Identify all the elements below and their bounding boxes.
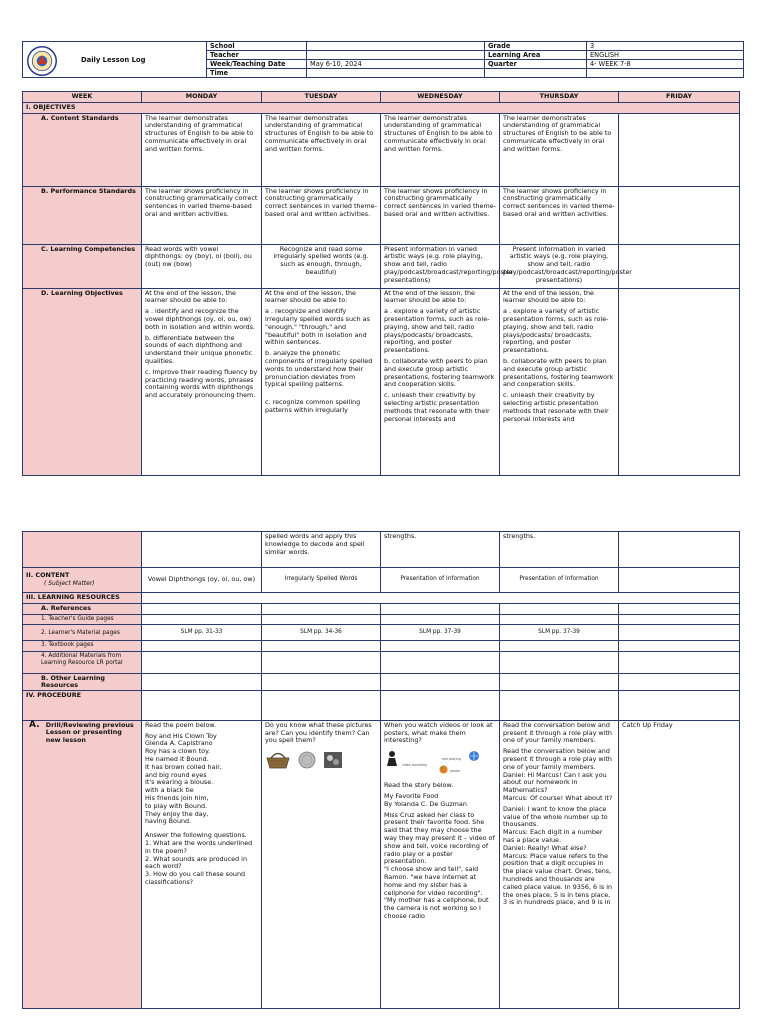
school-label: School — [207, 42, 307, 51]
drill-mon-questions: Answer the following questions. 1. What are the words underlined in the poem? 2. What sounds are produced in each word? 3. How do you call these sound classifications? — [145, 831, 253, 886]
label-other-resources: B. Other Learning Resources — [23, 674, 142, 691]
tg-mon — [142, 614, 262, 625]
label-teachers-guide: 1. Teacher's Guide pages — [23, 614, 142, 625]
area-value: ENGLISH — [587, 51, 744, 60]
performance-standard-mon: The learner shows proficiency in constructing grammatically correct sentences in varied theme-based oral and written activities. — [142, 186, 262, 244]
tg-tue — [262, 614, 381, 625]
blank-value — [587, 69, 744, 78]
drill-wed-question: When you watch videos or look at posters, what make them interesting? — [384, 720, 493, 745]
time-value — [307, 69, 485, 78]
other-wed — [381, 674, 500, 691]
icon-caption: video recording — [402, 763, 427, 768]
tb-tue — [262, 641, 381, 652]
content-standard-thu: The learner demonstrates understanding of grammatical structures of English to be able to communicate effectively in oral and written forms. — [500, 113, 619, 186]
grade-value: 3 — [587, 42, 744, 51]
other-tue — [262, 674, 381, 691]
references-thu — [500, 603, 619, 614]
content-thu: Presentation of Information — [500, 568, 619, 593]
drill-thu-conversation-2: Daniel: I want to know the place value of the whole number up to thousands. Marcus: Each digit in a number has a place value. Daniel: Really! What else? Marcus: Place value refers to the position that a digit occupies in the place value chart. Ones, tens, hundreds and thousands are called place value. In 9356, 6 is in the ones place, 5 is in tens place, 3 is in hundreds place, and 9 is in — [503, 804, 613, 907]
objective-item: a . explore a variety of artistic presentation forms, such as role-playing, show and tell, radio plays/podcasts/ broadcasts, reporting, and poster presentations. — [384, 307, 490, 355]
content-fri — [619, 568, 740, 593]
log-title-cell — [23, 42, 207, 78]
content-heading: II. CONTENT — [26, 571, 70, 580]
tg-thu — [500, 614, 619, 625]
references-wed — [381, 603, 500, 614]
continued-mon — [142, 532, 262, 568]
lesson-table-page-1 — [22, 91, 740, 476]
am-thu — [500, 652, 619, 674]
competency-thu: Present information in varied artistic ways (e.g. role playing, show and tell, radio play/podcast/broadcast/reporting/poster presentations) — [500, 244, 619, 288]
section-objectives: I. OBJECTIVES — [23, 102, 740, 113]
other-fri — [619, 674, 740, 691]
am-mon — [142, 652, 262, 674]
label-competencies: C. Learning Competencies — [23, 244, 142, 288]
content-standard-tue: The learner demonstrates understanding of grammatical structures of English to be able to communicate effectively in oral and written forms. — [262, 113, 381, 186]
lm-fri — [619, 625, 740, 641]
objective-item: c. Improve their reading fluency by practicing reading words, phrases containing words with diphthongs and accurately pronouncing them. — [145, 367, 258, 400]
objectives-thu — [500, 288, 619, 475]
procedure-thu — [500, 690, 619, 720]
teacher-value — [307, 51, 485, 60]
date-label: Week/Teaching Date — [207, 60, 307, 69]
col-thursday: THURSDAY — [500, 92, 619, 103]
grade-label: Grade — [485, 42, 587, 51]
am-wed — [381, 652, 500, 674]
performance-standard-fri — [619, 186, 740, 244]
area-label: Learning Area — [485, 51, 587, 60]
objective-item: a . recognize and identify irregularly spelled words such as "enough," "through," and "beautiful" both in isolation and within sentences. — [265, 307, 370, 347]
tb-mon — [142, 641, 262, 652]
competency-wed: Present information in varied artistic ways (e.g. role playing, show and tell, radio play/podcast/broadcast/reporting/poster presentations) — [381, 244, 500, 288]
continued-fri — [619, 532, 740, 568]
drill-tue — [262, 720, 381, 1008]
picture-row — [265, 751, 377, 769]
content-subheading: ( Subject Matter) — [44, 580, 95, 587]
date-value: May 6-10, 2024 — [307, 60, 485, 69]
procedure-tue — [262, 690, 381, 720]
objectives-fri — [619, 288, 740, 475]
continued-thu: strengths. — [500, 532, 619, 568]
label-drill — [23, 720, 142, 1008]
drill-thu-conversation-1: Read the conversation below and present it through a role play with one of your family members. Daniel: Hi Marcus! Can I ask you about our homework in Mathematics? Marcus: Of course! What about it? — [503, 747, 613, 802]
am-fri — [619, 652, 740, 674]
references-fri — [619, 603, 740, 614]
objective-item: c. recognize common spelling patterns within irregularly — [265, 398, 361, 414]
other-thu — [500, 674, 619, 691]
drill-mon-poem: Roy and His Clown Toy Glenda A. Capistrano Roy has a clown toy. He named it Bound. It has brown coiled hair, and big round eyes It's wearing a blouse. with a black tie His friends join him, to play with Bound. They enjoy the day, having Bound. — [145, 731, 222, 826]
am-tue — [262, 652, 381, 674]
objective-item: c. unleash their creativity by selecting artistic presentation methods that resonate with their personal interests and — [503, 391, 609, 423]
drill-letter: A. — [29, 719, 40, 730]
label-performance-standards: B. Performance Standards — [23, 186, 142, 244]
label-textbook: 3. Textbook pages — [23, 641, 142, 652]
drill-wed-read: Read the story below. — [384, 781, 454, 790]
objective-item: c. unleash their creativity by selecting artistic presentation methods that resonate with their personal interests and — [384, 391, 490, 423]
coin-icon — [297, 751, 317, 769]
procedure-fri — [619, 690, 740, 720]
quarter-value: 4- WEEK 7-8 — [587, 60, 744, 69]
col-monday: MONDAY — [142, 92, 262, 103]
performance-standard-thu: The learner shows proficiency in constructing grammatically correct sentences in varied theme-based oral and written activities. — [500, 186, 619, 244]
competency-mon: Read words with vowel diphthongs: oy (boy), oi (boil), ou (out) ow (bow) — [142, 244, 262, 288]
section-resources: III. LEARNING RESOURCES — [23, 593, 142, 604]
content-standard-mon: The learner demonstrates understanding of grammatical structures of English to be able to communicate effectively in oral and written forms. — [142, 113, 262, 186]
school-value — [307, 42, 485, 51]
objective-item: a . identify and recognize the vowel diphthongs (oy, oi, ou, ow) both in isolation and within words. — [145, 307, 255, 331]
time-label: Time — [207, 69, 307, 78]
drill-wed — [381, 720, 500, 1008]
tb-fri — [619, 641, 740, 652]
tb-thu — [500, 641, 619, 652]
objectives-intro: At the end of the lesson, the learner should be able to: — [265, 288, 356, 305]
header-table — [22, 41, 744, 78]
drill-mon-intro: Read the poem below. — [145, 720, 217, 729]
objective-item: b. analyze the phonetic components of irregularly spelled words to understand how their pronunciation deviates from typical spelling patterns. — [265, 349, 373, 389]
objectives-tue — [262, 288, 381, 475]
content-wed: Presentation of Information — [381, 568, 500, 593]
drill-thu — [500, 720, 619, 1008]
content-standard-wed: The learner demonstrates understanding of grammatical structures of English to be able to communicate effectively in oral and written forms. — [381, 113, 500, 186]
col-wednesday: WEDNESDAY — [381, 92, 500, 103]
section-procedure: IV. PROCEDURE — [23, 690, 142, 720]
objective-item: b. collaborate with peers to plan and execute group artistic presentations, fostering teamwork and cooperation skills. — [503, 356, 614, 389]
procedure-mon — [142, 690, 262, 720]
procedure-wed — [381, 690, 500, 720]
objective-item: a . explore a variety of artistic presentation forms, such as role-playing, show and tell, radio plays/podcasts/ broadcasts, reporting, and poster presentations. — [503, 307, 609, 355]
palette-icon — [439, 765, 448, 774]
col-tuesday: TUESDAY — [262, 92, 381, 103]
content-tue: Irregularly Spelled Words — [262, 568, 381, 593]
objectives-mon — [142, 288, 262, 475]
continued-wed: strengths. — [381, 532, 500, 568]
lm-wed: SLM pp. 37-39 — [381, 625, 500, 641]
tb-wed — [381, 641, 500, 652]
teacher-label: Teacher — [207, 51, 307, 60]
tg-fri — [619, 614, 740, 625]
other-mon — [142, 674, 262, 691]
objectives-wed — [381, 288, 500, 475]
label-learning-objectives: D. Learning Objectives — [23, 288, 142, 475]
drill-wed-story-body: Miss Cruz asked her class to present their favorite food. She said that they may choose the way they may present it – video of show and tell, voice recording of radio play or a poster presentation. "I choose show and tell", said Ramon. "we have internet at home and my sister has a cellphone for video recording". "My mother has a cellphone, but the camera is not working so I choose radio — [384, 810, 495, 920]
lm-thu: SLM pp. 37-39 — [500, 625, 619, 641]
label-content-standards: A. Content Standards — [23, 113, 142, 186]
content-mon: Vowel Diphthongs (oy, oi, ou, ow) — [142, 568, 262, 593]
col-friday: FRIDAY — [619, 92, 740, 103]
objective-item: b. collaborate with peers to plan and execute group artistic presentations, fostering teamwork and cooperation skills. — [384, 356, 495, 389]
drill-fri: Catch Up Friday — [619, 720, 740, 1008]
references-tue — [262, 603, 381, 614]
person-icon — [386, 750, 398, 766]
objectives-intro: At the end of the lesson, the learner should be able to: — [384, 288, 475, 305]
lm-tue: SLM pp. 34-36 — [262, 625, 381, 641]
competency-fri — [619, 244, 740, 288]
icon-caption: role playing — [442, 757, 461, 762]
blank-label — [485, 69, 587, 78]
photo-icon — [323, 751, 343, 769]
references-mon — [142, 603, 262, 614]
tg-wed — [381, 614, 500, 625]
drill-mon — [142, 720, 262, 1008]
icon-caption: poster — [450, 769, 461, 774]
drill-thu-intro: Read the conversation below and present it through a role play with one of your family members. — [503, 720, 612, 745]
objectives-intro: At the end of the lesson, the learner should be able to: — [145, 288, 236, 305]
col-week: WEEK — [23, 92, 142, 103]
continued-label — [23, 532, 142, 568]
drill-wed-story-title: My Favorite Food By Yolanda C. De Guzman — [384, 791, 467, 808]
label-content — [23, 568, 142, 593]
performance-standard-wed: The learner shows proficiency in constructing grammatically correct sentences in varied theme-based oral and written activities. — [381, 186, 500, 244]
basket-icon — [265, 751, 291, 769]
resources-blank — [142, 593, 740, 604]
lm-mon: SLM pp. 31-33 — [142, 625, 262, 641]
label-references: A. References — [23, 603, 142, 614]
continued-tue: spelled words and apply this knowledge to decode and spell similar words. — [262, 532, 381, 568]
quarter-label: Quarter — [485, 60, 587, 69]
competency-tue: Recognize and read some irregularly spelled words (e.g. such as enough, through, beautiful) — [262, 244, 381, 288]
label-additional-materials: 4. Additional Materials from Learning Resource LR portal — [23, 652, 142, 674]
presentation-icons — [384, 748, 496, 776]
objective-item: b. differentiate between the sounds of each diphthong and understand their unique phonetic qualities. — [145, 333, 253, 365]
drill-tue-question: Do you know what these pictures are? Can you identify them? Can you spell them? — [265, 720, 372, 745]
label-learners-material: 2. Learner's Material pages — [23, 625, 142, 641]
drill-label: Drill/Reviewing previous Lesson or presenting new lesson — [45, 720, 134, 744]
content-standard-fri — [619, 113, 740, 186]
objectives-intro: At the end of the lesson, the learner should be able to: — [503, 288, 594, 305]
globe-icon — [468, 750, 480, 762]
log-title: Daily Lesson Log — [81, 55, 146, 64]
lesson-table-page-2 — [22, 531, 740, 1009]
performance-standard-tue: The learner shows proficiency in constructing grammatically correct sentences in varied theme-based oral and written activities. — [262, 186, 381, 244]
